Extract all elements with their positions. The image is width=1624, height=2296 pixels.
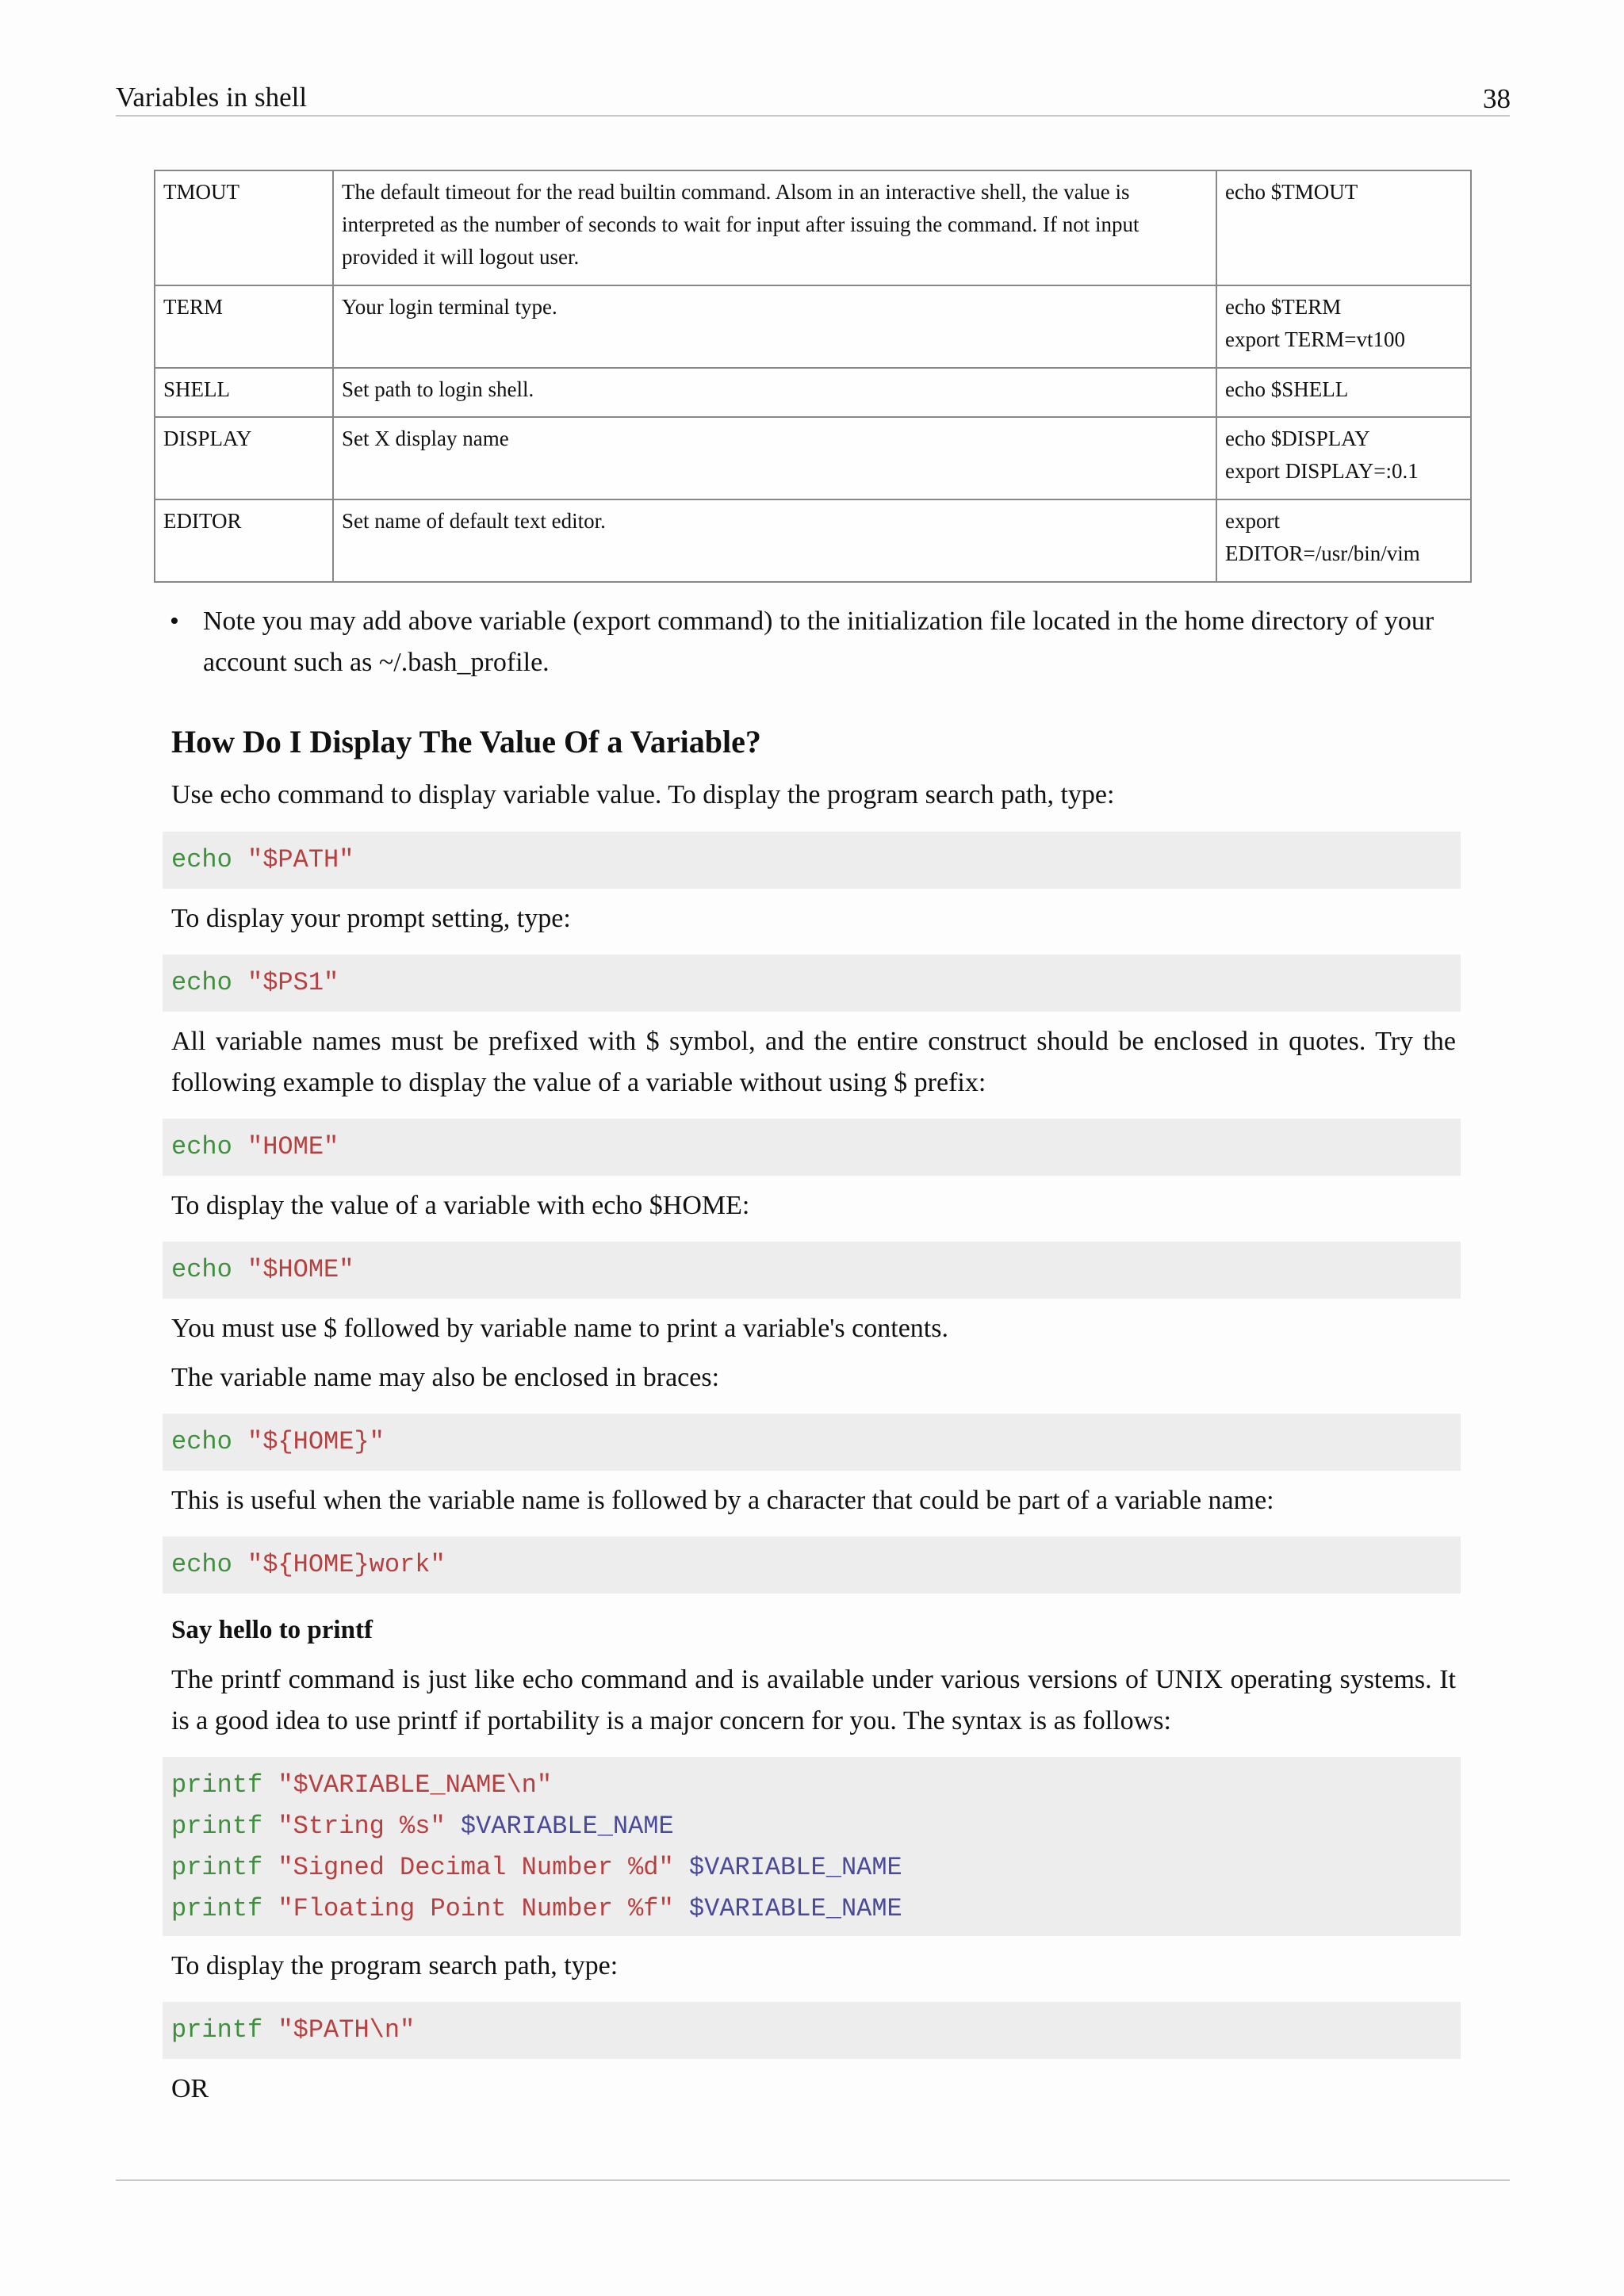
code-line (171, 1888, 1461, 1930)
code-string: "$PATH" (247, 845, 354, 874)
code-string: "$PATH\n" (278, 2015, 416, 2045)
code-block (163, 1242, 1461, 1299)
code-command: printf (171, 1770, 263, 1800)
code-string: "${HOME}" (247, 1427, 385, 1456)
note-text: Note you may add above variable (export command) to the initialization file located in the home directory of your account such as ~/.bash_profile. (203, 607, 1434, 677)
code-block (163, 1119, 1461, 1176)
paragraph: To display the program search path, type: (171, 1951, 619, 1980)
section-heading: How Do I Display The Value Of a Variable? (171, 724, 761, 760)
subsection-heading: Say hello to printf (171, 1616, 373, 1644)
code-command: printf (171, 1894, 263, 1923)
paragraph: Use echo command to display variable value. To display the program search path, type: (171, 780, 1115, 809)
code-string: "$HOME" (247, 1255, 354, 1284)
code-block (163, 1757, 1461, 1936)
code-command: echo (171, 845, 232, 874)
code-variable: $VARIABLE_NAME (688, 1853, 902, 1882)
variable-description-cell: Your login terminal type. (333, 285, 1216, 368)
table-row (155, 285, 1471, 368)
page-number: 38 (1483, 83, 1511, 114)
command-line: echo $DISPLAY (1225, 427, 1370, 450)
code-line (171, 1765, 1461, 1806)
running-header-title: Variables in shell (116, 82, 308, 113)
code-command: echo (171, 1255, 232, 1284)
code-string: "${HOME}work" (247, 1550, 446, 1579)
code-command: echo (171, 968, 232, 997)
code-command: echo (171, 1550, 232, 1579)
variable-name-cell: SHELL (155, 368, 333, 417)
variable-name-cell: TMOUT (155, 170, 333, 285)
paragraph: This is useful when the variable name is followed by a character that could be part of a variable name: (171, 1486, 1274, 1515)
code-block (163, 832, 1461, 889)
table-row (155, 368, 1471, 417)
code-block (163, 1536, 1461, 1594)
code-string: "$PS1" (247, 968, 339, 997)
header-rule (116, 115, 1510, 117)
variable-command-cell (1216, 368, 1471, 417)
paragraph: All variable names must be prefixed with $ symbol, and the entire construct should be enclosed in quotes. Try the following example to display the value of a variable without using $ prefix: (171, 1027, 1456, 1097)
variable-description-cell: Set path to login shell. (333, 368, 1216, 417)
code-line (171, 1806, 1461, 1847)
code-command: echo (171, 1132, 232, 1161)
variable-name-cell: TERM (155, 285, 333, 368)
variables-table (154, 170, 1472, 583)
table-row (155, 499, 1471, 582)
variable-name-cell: EDITOR (155, 499, 333, 582)
code-block (163, 955, 1461, 1012)
code-variable: $VARIABLE_NAME (688, 1894, 902, 1923)
variable-description-cell: Set name of default text editor. (333, 499, 1216, 582)
variable-command-cell (1216, 499, 1471, 582)
command-line: echo $TMOUT (1225, 180, 1358, 204)
code-block (163, 1414, 1461, 1471)
code-command: echo (171, 1427, 232, 1456)
variable-command-cell (1216, 417, 1471, 499)
paragraph: To display the value of a variable with echo $HOME: (171, 1191, 750, 1220)
command-line: EDITOR=/usr/bin/vim (1225, 541, 1420, 565)
code-string: "$VARIABLE_NAME\n" (278, 1770, 553, 1800)
paragraph: OR (171, 2074, 209, 2103)
code-command: printf (171, 1853, 263, 1882)
code-command: printf (171, 2015, 263, 2045)
code-string: "String %s" (278, 1812, 446, 1841)
variable-description-cell: The default timeout for the read builtin command. Alsom in an interactive shell, the value is interpreted as the number of seconds to wait for input after issuing the command. If not input provided it will logout user. (333, 170, 1216, 285)
code-command: printf (171, 1812, 263, 1841)
variable-name-cell: DISPLAY (155, 417, 333, 499)
command-line: export DISPLAY=:0.1 (1225, 459, 1419, 483)
code-block (163, 2002, 1461, 2059)
footer-rule (116, 2179, 1510, 2181)
command-line: echo $TERM (1225, 295, 1342, 319)
table-row (155, 417, 1471, 499)
variable-command-cell (1216, 285, 1471, 368)
paragraph: The printf command is just like echo command and is available under various versions of UNIX operating systems. It is a good idea to use printf if portability is a major concern for you. The syntax is as follows: (171, 1665, 1456, 1735)
variable-command-cell (1216, 170, 1471, 285)
paragraph: To display your prompt setting, type: (171, 904, 571, 933)
command-line: echo $SHELL (1225, 377, 1349, 401)
bullet-icon: • (170, 607, 179, 636)
paragraph: You must use $ followed by variable name to print a variable's contents. (171, 1314, 948, 1343)
code-line (171, 1847, 1461, 1888)
table-row (155, 170, 1471, 285)
command-line: export TERM=vt100 (1225, 327, 1405, 351)
code-string: "Floating Point Number %f" (278, 1894, 674, 1923)
command-line: export (1225, 509, 1280, 533)
variable-description-cell: Set X display name (333, 417, 1216, 499)
code-string: "Signed Decimal Number %d" (278, 1853, 674, 1882)
code-variable: $VARIABLE_NAME (460, 1812, 674, 1841)
paragraph: The variable name may also be enclosed in braces: (171, 1363, 720, 1392)
code-string: "HOME" (247, 1132, 339, 1161)
